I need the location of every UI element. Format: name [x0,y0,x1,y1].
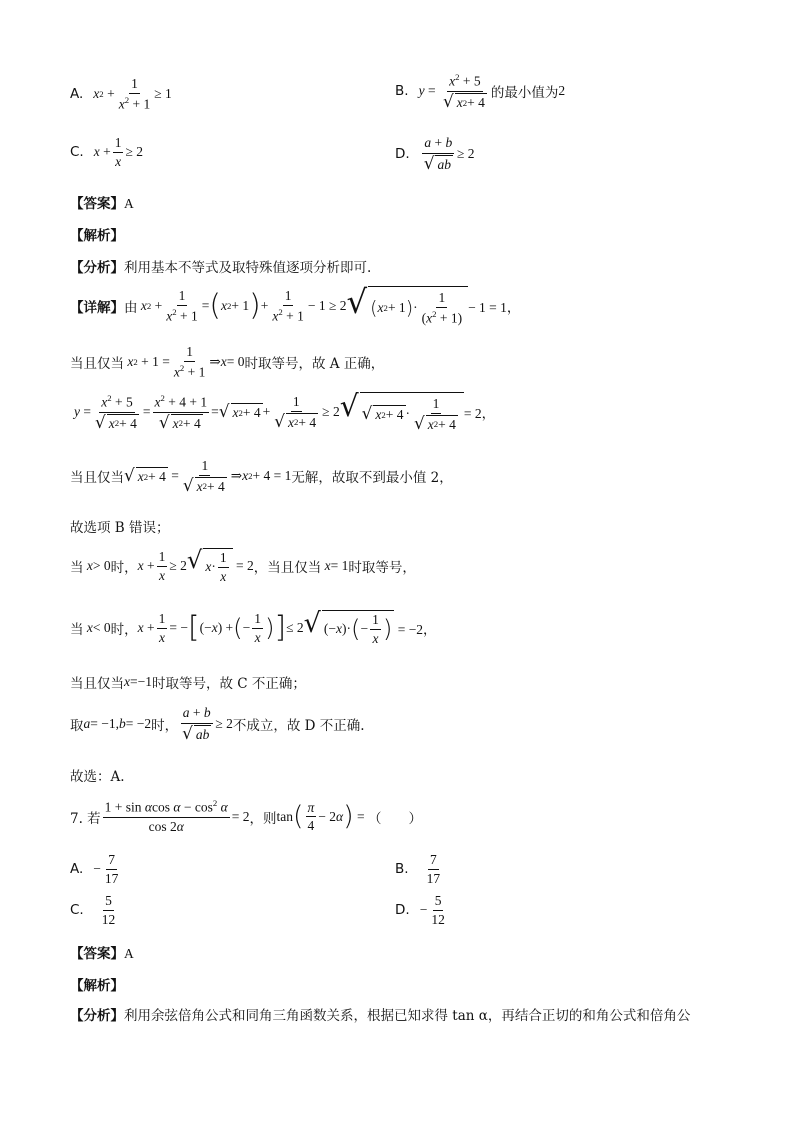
line-f: 当且仅当 x =−1 时取等号，故 C 不正确； [70,674,306,692]
option-b-value: 2 [558,83,566,99]
fenxi-label: 【分析】 [70,260,124,276]
q7-stem: 7. 若 $\frac{1 + \sin \alpha\cos \alpha - \cos^2 \alpha}{\cos 2\alpha}$ = 2 ，则 tan ( $\frac{\pi}{4}$ − 2 α ) = （ ） [70,798,423,835]
line-e-mid: 时， [110,622,138,639]
line-b: 当且仅当 √ x 2 + 4 = 1 √ x 2 + 4 ⇒ x 2 + 4 = 1 无解，故取不到最小值 2， [70,458,453,495]
q7-analysis-label: 【解析】 [70,978,124,994]
line-e-prefix: 当 [70,622,84,639]
line-b-prefix: 当且仅当 [70,470,124,487]
q7-answer-label: 【答案】 [70,946,124,962]
line-g-prefix: 取 [70,717,84,734]
option-a: A. x 2 + $\frac{1}{x^2 + 1}$ ≥ 1 [70,76,172,112]
option-c-label: C. [70,144,84,161]
line-e: 当 x < 0 时， x + $\frac{1}{x}$ = − [ (− x ) + ( − $\frac{1}{x}$ ) ] ≤ 2 √ (− x )· ( − $\frac{1}{x}$ ) = −2， [70,608,437,646]
answer-label: 【答案】 [70,196,124,212]
xiangjie-line: 【详解】 由 x 2 + $\frac{1}{x^2 + 1}$ = ( x 2 + 1 ) + $\frac{1}{x^2 + 1}$ − 1 ≥ 2 √ ( x 2 + 1 ) · $\frac{1}{(x^2 + 1)}$ − 1 = 1， [70,283,521,326]
line-g-mid: 时， [151,717,179,734]
q7-option-d-label: D. [395,902,410,919]
line-d-end: 时取等号， [348,560,416,577]
q7-answer-value: A [124,946,134,961]
xiangjie-text: 由 [124,300,138,317]
line-d-mid: 时， [110,560,138,577]
q7-option-b: B. $\frac{7}{17}$ [395,852,441,886]
q7-number: 7. 若 [70,810,101,827]
q7-option-a-label: A. [70,861,84,878]
q7-fenxi-label: 【分析】 [70,1008,124,1024]
q7-then: ，则 [249,810,277,827]
xiangjie-label: 【详解】 [70,300,124,317]
line-a-prefix: 当且仅当 [70,356,124,373]
option-b-text: 的最小值为 [490,85,559,102]
option-d-label: D. [395,145,410,162]
conclusion: 故选：A. [70,769,125,785]
analysis-label: 【解析】 [70,228,124,244]
q7-answer [70,942,134,962]
line-g-suffix: 不成立，故 D 不正确. [232,717,365,734]
option-b-label: B. [395,83,409,100]
q7-fenxi [70,1004,690,1024]
q7-blank: （ ） [368,810,423,827]
option-a-label: A. [70,86,84,103]
option-c: C. x + $\frac{1}{x}$ ≥ 2 [70,135,144,169]
option-d: D. a + b √ ab ≥ 2 [395,135,475,173]
line-c: 故选项 B 错误； [70,520,170,536]
q7-option-d: D. − $\frac{5}{12}$ [395,893,445,927]
line-d: 当 x > 0 时， x + $\frac{1}{x}$ ≥ 2 √ x · $\frac{1}{x}$ = 2 ，当且仅当 x = 1 时取等号， [70,545,416,584]
line-f-prefix: 当且仅当 [70,676,124,692]
q6-fenxi [70,256,371,276]
q6-answer [70,192,134,212]
line-b-suffix: 无解，故取不到最小值 2， [291,470,453,487]
answer-value: A [124,196,134,211]
line-f-suffix: 时取等号，故 C 不正确； [151,676,306,692]
q7-option-c-label: C. [70,902,84,919]
fenxi-text: 利用基本不等式及取特殊值逐项分析即可. [124,260,372,276]
option-b: B. y = $x^2 + 5$ √ x 2 + 4 的最小值为 2 [395,72,566,112]
line-a-suffix: 时取等号，故 A 正确， [244,356,385,373]
line-a: 当且仅当 x 2 + 1 = $\frac{1}{x^2 + 1}$ ⇒ x = 0 时取等号，故 A 正确， [70,344,385,380]
q7-option-b-label: B. [395,861,409,878]
q7-option-c: C. $\frac{5}{12}$ [70,893,116,927]
q7-fenxi-text: 利用余弦倍角公式和同角三角函数关系，根据已知求得 tan α，再结合正切的和角公式和倍角公 [124,1008,691,1024]
line-y: y = $x^2 + 5$ √ x 2 + 4 = $x^2 + 4 + 1$ √ x 2 + 4 = √ x 2 + 4 + 1 √ x 2 + 4 ≥ 2 √ √ x 2 + 4 · 1 √ x 2 + 4 = 2， [74,389,496,433]
line-d-suffix: ，当且仅当 [253,560,322,577]
q7-option-a: A. − $\frac{7}{17}$ [70,852,119,886]
line-d-prefix: 当 [70,560,84,577]
line-g: 取 a = −1, b = −2 时， a + b √ ab ≥ 2 不成立，故 D 不正确. [70,705,365,743]
